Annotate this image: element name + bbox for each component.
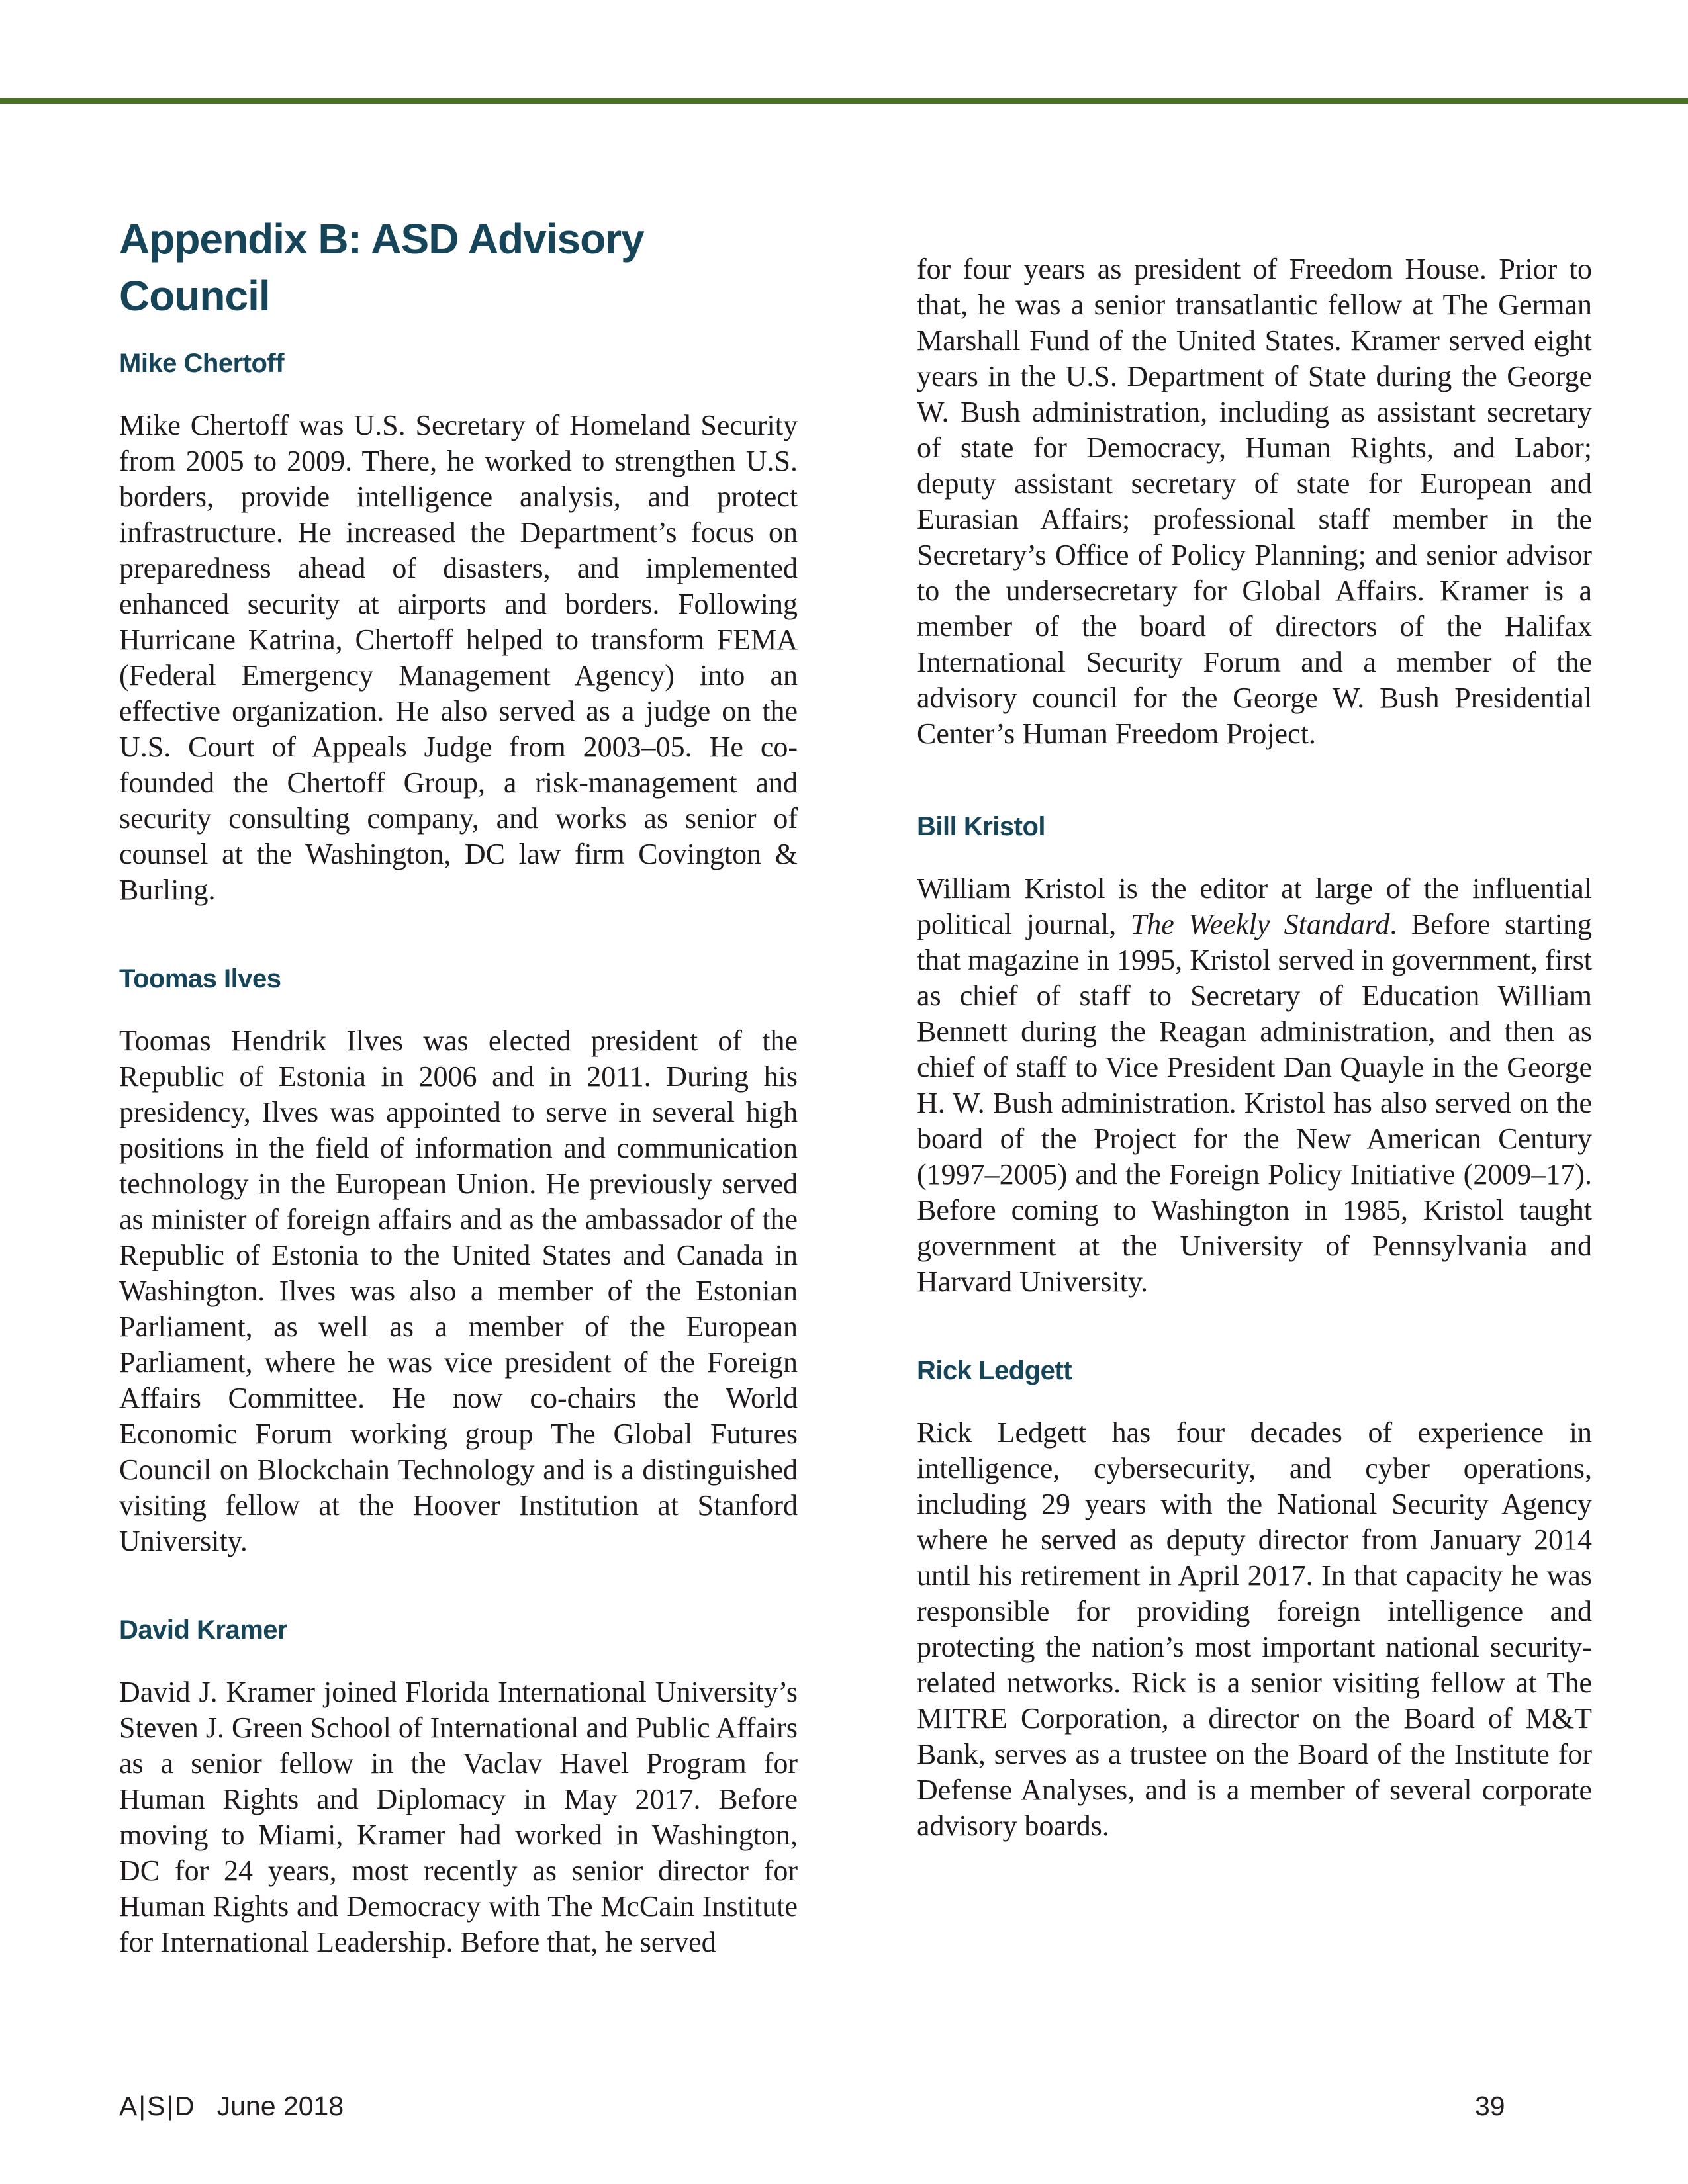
bio-bill-kristol-text-start: William Kristol is the editor at large of the influential political journal,	[917, 872, 1592, 940]
footer-brand: A|S|D	[119, 2091, 196, 2121]
footer	[119, 2090, 344, 2122]
section-heading-david-kramer: David Kramer	[119, 1615, 288, 1645]
left-column	[119, 210, 798, 1960]
section-heading-bill-kristol: Bill Kristol	[917, 812, 1046, 841]
section-heading-rick-ledgett: Rick Ledgett	[917, 1356, 1072, 1385]
bio-david-kramer: David J. Kramer joined Florida International University’s Steven J. Green School of International and Public Affairs as a senior fellow in the Vaclav Havel Program for Human Rights and Diplomacy in May 2017. Before moving to Miami, Kramer had worked in Washington, DC for 24 years, most recently as senior director for Human Rights and Democracy with The McCain Institute for International Leadership. Before that, he served	[119, 1676, 798, 1958]
bio-toomas-ilves: Toomas Hendrik Ilves was elected president of the Republic of Estonia in 2006 and in 2011. During his presidency, Ilves was appointed to serve in several high positions in the field of information and communication technology in the European Union. He previously served as minister of foreign affairs and as the ambassador of the Republic of Estonia to the United States and Canada in Washington. Ilves was also a member of the Estonian Parliament, as well as a member of the European Parliament, where he was vice president of the Foreign Affairs Committee. He now co-chairs the World Economic Forum working group The Global Futures Council on Blockchain Technology and is a distinguished visiting fellow at the Hoover Institution at Stanford University.	[119, 1024, 798, 1557]
bio-mike-chertoff: Mike Chertoff was U.S. Secretary of Homeland Security from 2005 to 2009. There, he worked to strengthen U.S. borders, provide intelligence analysis, and protect infrastructure. He increased the Department’s focus on preparedness ahead of disasters, and implemented enhanced security at airports and borders. Following Hurricane Katrina, Chertoff helped to transform FEMA (Federal Emergency Management Agency) into an effective organization. He also served as a judge on the U.S. Court of Appeals Judge from 2003–05. He co-founded the Chertoff Group, a risk-management and security consulting company, and works as senior of counsel at the Washington, DC law firm Covington & Burling.	[119, 409, 798, 906]
bio-bill-kristol-text-end: . Before starting that magazine in 1995, Kristol served in government, first as chief of staff to Secretary of Education William Bennett during the Reagan administration, and then as chief of staff to Vice President Dan Quayle in the George H. W. Bush administration. Kristol has also served on the board of the Project for the New American Century (1997–2005) and the Foreign Policy Initiative (2009–17). Before coming to Washington in 1985, Kristol taught government at the University of Pennsylvania and Harvard University.	[917, 908, 1592, 1298]
section-heading-mike-chertoff: Mike Chertoff	[119, 349, 285, 378]
section-heading-toomas-ilves: Toomas Ilves	[119, 964, 281, 993]
bio-david-kramer-continued: for four years as president of Freedom House. Prior to that, he was a senior transatlantic fellow at The German Marshall Fund of the United States. Kramer served eight years in the U.S. Department of State during the George W. Bush administration, including as assistant secretary of state for Democracy, Human Rights, and Labor; deputy assistant secretary of state for European and Eurasian Affairs; professional staff member in the Secretary’s Office of Policy Planning; and senior advisor to the undersecretary for Global Affairs. Kramer is a member of the board of directors of the Halifax International Security Forum and a member of the advisory council for the George W. Bush Presidential Center’s Human Freedom Project.	[917, 253, 1592, 750]
page-content	[119, 210, 1592, 1960]
journal-title-italic: The Weekly Standard	[1130, 908, 1390, 940]
right-column	[917, 210, 1592, 1960]
bio-rick-ledgett: Rick Ledgett has four decades of experience in intelligence, cybersecurity, and cyber operations, including 29 years with the National Security Agency where he served as deputy director from January 2014 until his retirement in April 2017. In that capacity he was responsible for providing foreign intelligence and protecting the nation’s most important national security-related networks. Rick is a senior visiting fellow at The MITRE Corporation, a director on the Board of M&T Bank, serves as a trustee on the Board of the Institute for Defense Analyses, and is a member of several corporate advisory boards.	[917, 1416, 1592, 1842]
bio-bill-kristol	[917, 871, 1592, 1300]
page-title: Appendix B: ASD Advisory Council	[119, 215, 644, 320]
footer-date: June 2018	[216, 2091, 344, 2121]
page-number: 39	[1475, 2091, 1505, 2121]
top-rule	[0, 98, 1688, 104]
